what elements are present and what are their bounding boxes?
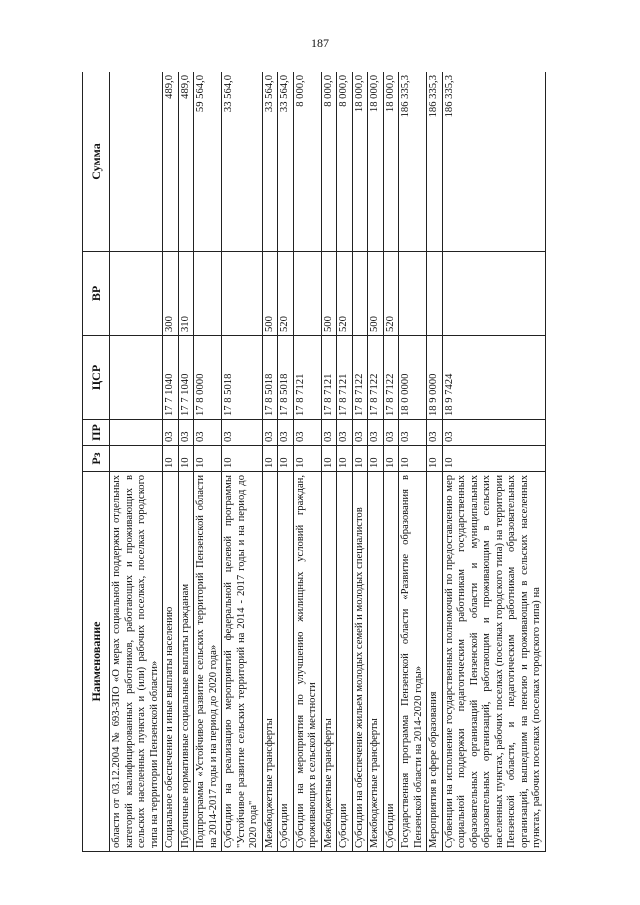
cell-vr: 500 <box>368 252 384 336</box>
cell-vr: 300 <box>163 252 179 336</box>
cell-vr <box>427 252 443 336</box>
table-row <box>399 72 427 852</box>
cell-pr: 03 <box>163 420 179 446</box>
cell-rz: 10 <box>194 446 222 472</box>
budget-table <box>82 72 546 852</box>
cell-rz: 10 <box>293 446 321 472</box>
cell-csr: 17 8 7121 <box>293 336 321 420</box>
header-csr: ЦСР <box>83 336 110 420</box>
page-number: 187 <box>311 36 329 50</box>
cell-rz: 10 <box>262 446 278 472</box>
cell-rz: 10 <box>352 446 368 472</box>
cell-csr: 17 8 7122 <box>383 336 399 420</box>
cell-rz: 10 <box>442 446 545 472</box>
cell-sum <box>110 72 163 252</box>
cell-vr: 520 <box>278 252 294 336</box>
cell-pr: 03 <box>194 420 222 446</box>
cell-sum: 18 000,0 <box>383 72 399 252</box>
cell-name: Межбюджетные трансферты <box>262 472 278 852</box>
header-vr: ВР <box>83 252 110 336</box>
table-row <box>293 72 321 852</box>
cell-csr: 17 8 7122 <box>352 336 368 420</box>
cell-name: Межбюджетные трансферты <box>368 472 384 852</box>
cell-pr: 03 <box>368 420 384 446</box>
cell-rz: 10 <box>321 446 337 472</box>
cell-sum: 8 000,0 <box>337 72 353 252</box>
table-row <box>383 72 399 852</box>
cell-vr <box>352 252 368 336</box>
cell-rz: 10 <box>163 446 179 472</box>
cell-pr: 03 <box>178 420 194 446</box>
cell-name: области от 03.12.2004 № 693-ЗПО «О мерах социальной поддержки отдельных категорий квалифицированных работников, работающих и проживающих в сельских населенных пунктах и (или) рабочих поселках, поселках городского типа на территории Пензенской области» <box>110 472 163 852</box>
cell-vr: 520 <box>337 252 353 336</box>
cell-csr: 17 8 5018 <box>262 336 278 420</box>
cell-rz: 10 <box>337 446 353 472</box>
cell-rz <box>110 446 163 472</box>
cell-sum: 489,0 <box>163 72 179 252</box>
cell-vr <box>110 252 163 336</box>
cell-name: Межбюджетные трансферты <box>321 472 337 852</box>
cell-csr: 17 8 7121 <box>321 336 337 420</box>
table-row <box>278 72 294 852</box>
cell-csr: 17 7 1040 <box>178 336 194 420</box>
cell-csr: 18 0 0000 <box>399 336 427 420</box>
cell-pr: 03 <box>222 420 263 446</box>
table-header-row <box>83 72 110 852</box>
cell-sum: 18 000,0 <box>368 72 384 252</box>
cell-pr: 03 <box>399 420 427 446</box>
cell-name: Субсидии <box>383 472 399 852</box>
cell-sum: 186 335,3 <box>399 72 427 252</box>
cell-rz: 10 <box>383 446 399 472</box>
cell-sum: 8 000,0 <box>321 72 337 252</box>
cell-rz: 10 <box>222 446 263 472</box>
table-row <box>222 72 263 852</box>
cell-sum: 18 000,0 <box>352 72 368 252</box>
cell-sum: 59 564,0 <box>194 72 222 252</box>
table-area <box>82 72 564 852</box>
cell-rz: 10 <box>278 446 294 472</box>
cell-vr <box>194 252 222 336</box>
cell-name: Социальное обеспечение и иные выплаты населению <box>163 472 179 852</box>
rotated-table-container <box>82 72 564 852</box>
cell-name: Субсидии на мероприятия по улучшению жилищных условий граждан, проживающих в сельской местности <box>293 472 321 852</box>
cell-vr <box>222 252 263 336</box>
cell-csr <box>110 336 163 420</box>
header-pr: ПР <box>83 420 110 446</box>
cell-name: Подпрограмма «Устойчивое развитие сельских территорий Пензенской области на 2014-2017 годы и на период до 2020 года» <box>194 472 222 852</box>
cell-sum: 489,0 <box>178 72 194 252</box>
table-row <box>178 72 194 852</box>
table-row <box>442 72 545 852</box>
cell-vr <box>442 252 545 336</box>
header-rz: Рз <box>83 446 110 472</box>
cell-csr: 18 9 7424 <box>442 336 545 420</box>
cell-vr <box>399 252 427 336</box>
cell-pr: 03 <box>321 420 337 446</box>
table-row <box>163 72 179 852</box>
cell-pr: 03 <box>442 420 545 446</box>
cell-csr: 17 8 0000 <box>194 336 222 420</box>
table-row <box>337 72 353 852</box>
cell-vr: 520 <box>383 252 399 336</box>
table-row <box>427 72 443 852</box>
cell-csr: 17 8 5018 <box>278 336 294 420</box>
cell-pr: 03 <box>337 420 353 446</box>
cell-name: Субвенции на исполнение государственных полномочий по предоставлению мер социальной поддержки педагогическим работникам государственных образовательных организаций Пензенской области и муниципальных образовательных организаций, работающим и проживающим в сельских населенных пунктах, рабочих поселках (поселках городского типа) на территории Пензенской области, и педагогическим работникам образовательных организаций, вышедшим на пенсию и проживающим в сельских населенных пунктах, рабочих поселках (поселках городского типа) на <box>442 472 545 852</box>
cell-sum: 33 564,0 <box>262 72 278 252</box>
cell-sum: 186 335,3 <box>442 72 545 252</box>
cell-pr: 03 <box>352 420 368 446</box>
cell-name: Государственная программа Пензенской области «Развитие образования в Пензенской области на 2014-2020 годы» <box>399 472 427 852</box>
table-row <box>262 72 278 852</box>
cell-csr: 17 7 1040 <box>163 336 179 420</box>
cell-sum: 186 335,3 <box>427 72 443 252</box>
cell-name: Субсидии <box>278 472 294 852</box>
table-row <box>194 72 222 852</box>
cell-sum: 33 564,0 <box>278 72 294 252</box>
cell-csr: 17 8 7122 <box>368 336 384 420</box>
table-row <box>110 72 163 852</box>
cell-csr: 18 9 0000 <box>427 336 443 420</box>
cell-pr: 03 <box>293 420 321 446</box>
cell-vr: 500 <box>262 252 278 336</box>
header-sum: Сумма <box>83 72 110 252</box>
cell-name: Субсидии на обеспечение жильем молодых семей и молодых специалистов <box>352 472 368 852</box>
cell-rz: 10 <box>399 446 427 472</box>
table-row <box>368 72 384 852</box>
cell-csr: 17 8 7121 <box>337 336 353 420</box>
cell-vr <box>293 252 321 336</box>
cell-name: Субсидии на реализацию мероприятий федеральной целевой программы "Устойчивое развитие сельских территорий на 2014 - 2017 годы и на период до 2020 года" <box>222 472 263 852</box>
cell-name: Публичные нормативные социальные выплаты гражданам <box>178 472 194 852</box>
header-name: Наименование <box>83 472 110 852</box>
cell-sum: 8 000,0 <box>293 72 321 252</box>
cell-vr: 310 <box>178 252 194 336</box>
table-row <box>321 72 337 852</box>
cell-pr: 03 <box>383 420 399 446</box>
table-row <box>352 72 368 852</box>
cell-csr: 17 8 5018 <box>222 336 263 420</box>
cell-vr: 500 <box>321 252 337 336</box>
cell-rz: 10 <box>368 446 384 472</box>
cell-pr: 03 <box>427 420 443 446</box>
cell-name: Мероприятия в сфере образования <box>427 472 443 852</box>
cell-rz: 10 <box>178 446 194 472</box>
cell-pr: 03 <box>262 420 278 446</box>
cell-name: Субсидии <box>337 472 353 852</box>
cell-sum: 33 564,0 <box>222 72 263 252</box>
cell-pr: 03 <box>278 420 294 446</box>
cell-rz: 10 <box>427 446 443 472</box>
cell-pr <box>110 420 163 446</box>
